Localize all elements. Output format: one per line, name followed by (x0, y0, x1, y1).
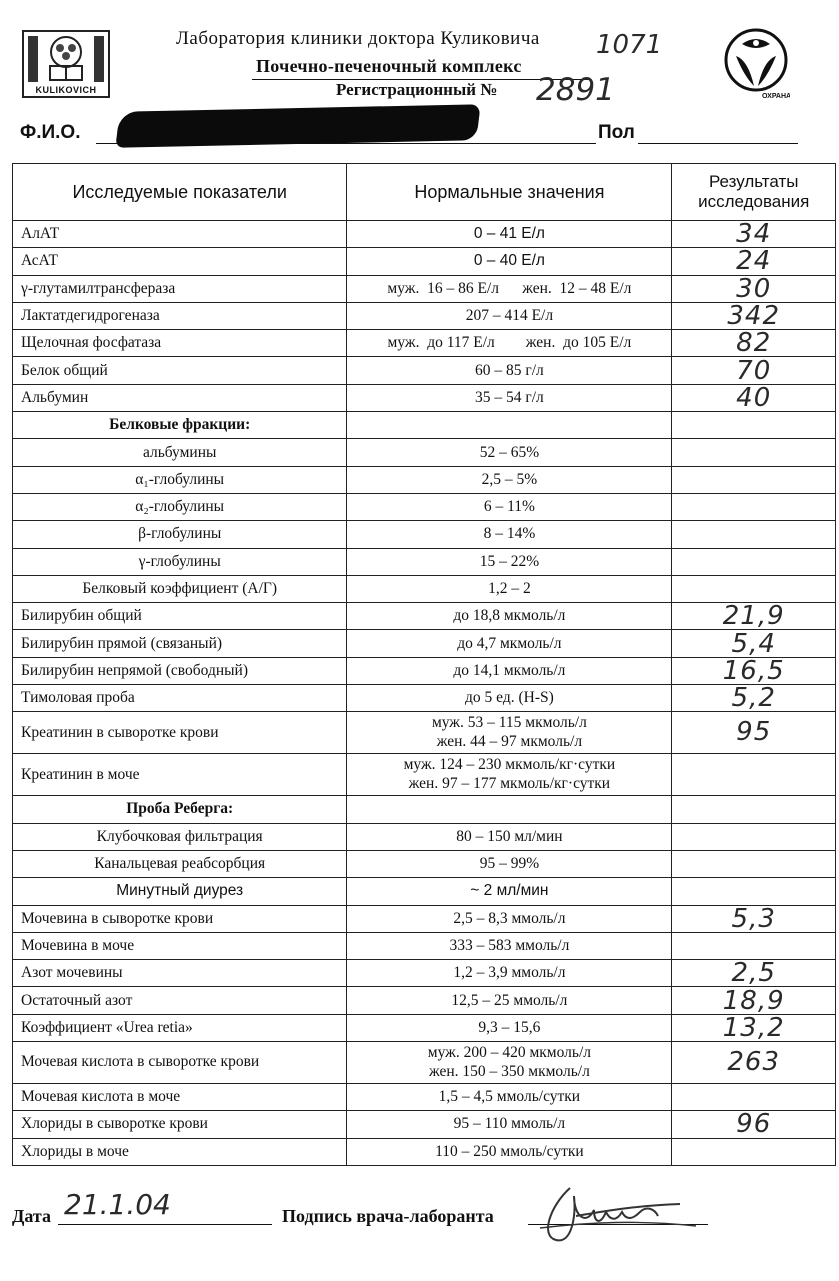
table-row: Минутный диурез ~ 2 мл/мин (13, 878, 836, 905)
result-value: 30 (672, 275, 836, 302)
date-field (58, 1224, 272, 1225)
table-row: Креатинин в моче муж. 124 – 230 мкмоль/кг·сутки жен. 97 – 177 мкмоль/кг·сутки (13, 754, 836, 796)
table-row: Альбумин 35 – 54 г/л 40 (13, 384, 836, 411)
tree-emblem-icon (24, 32, 108, 86)
table-row: Билирубин непрямой (свободный) до 14,1 мкмоль/л 16,5 (13, 657, 836, 684)
table-header (13, 164, 836, 221)
table-row: Билирубин прямой (связаный) до 4,7 мкмоль/л 5,4 (13, 630, 836, 657)
table-row: Канальцевая реабсорбция 95 – 99% (13, 850, 836, 877)
table-row: γ-глобулины 15 – 22% (13, 548, 836, 575)
table-row: Остаточный азот 12,5 – 25 ммоль/л 18,9 (13, 987, 836, 1014)
table-row: Белок общий 60 – 85 г/л 70 (13, 357, 836, 384)
result-value: 24 (672, 248, 836, 275)
result-value: 2,5 (672, 960, 836, 987)
registration-number: 2891 (536, 72, 615, 108)
table-row: Щелочная фосфатаза муж. до 117 Е/л жен. до 105 Е/л 82 (13, 330, 836, 357)
result-value: 70 (672, 357, 836, 384)
fio-label: Ф.И.О. (20, 122, 81, 143)
redaction-blot (115, 104, 480, 148)
result-value: 95 (672, 712, 836, 754)
logo-text: KULIKOVICH (35, 85, 97, 95)
result-value: 16,5 (672, 657, 836, 684)
table-row: Билирубин общий до 18,8 мкмоль/л 21,9 (13, 603, 836, 630)
sex-label: Пол (598, 122, 635, 143)
table-row: Хлориды в сыворотке крови 95 – 110 ммоль/л 96 (13, 1111, 836, 1138)
section-row: Белковые фракции: (13, 412, 836, 439)
result-value: 21,9 (672, 603, 836, 630)
table-row: Мочевина в сыворотке крови 2,5 – 8,3 ммоль/л 5,3 (13, 905, 836, 932)
result-value: 18,9 (672, 987, 836, 1014)
table-row: Коэффициент «Urea retia» 9,3 – 15,6 13,2 (13, 1014, 836, 1041)
result-value: 263 (672, 1042, 836, 1084)
col-result-header: Результаты исследования (672, 164, 836, 221)
table-row: Мочевая кислота в сыворотке крови муж. 200 – 420 мкмоль/л жен. 150 – 350 мкмоль/л 263 (13, 1042, 836, 1084)
registration-label: Регистрационный № (336, 80, 498, 99)
sex-field (638, 143, 798, 144)
table-row: Тимоловая проба до 5 ед. (H-S) 5,2 (13, 685, 836, 712)
table-row: Креатинин в сыворотке крови муж. 53 – 115 мкмоль/л жен. 44 – 97 мкмоль/л 95 (13, 712, 836, 754)
col-param-header: Исследуемые показатели (13, 164, 347, 221)
result-value: 96 (672, 1111, 836, 1138)
handwritten-corner-note: 1071 (596, 30, 663, 60)
result-value: 82 (672, 330, 836, 357)
result-value: 5,3 (672, 905, 836, 932)
lab-title: Лаборатория клиники доктора Куликовича (176, 28, 540, 49)
table-row: Лактатдегидрогеназа 207 – 414 Е/л 342 (13, 302, 836, 329)
clinic-logo (22, 30, 110, 98)
table-row: Мочевая кислота в моче 1,5 – 4,5 ммоль/сутки (13, 1084, 836, 1111)
table-row: Хлориды в моче 110 – 250 ммоль/сутки (13, 1138, 836, 1165)
table-row: β-глобулины 8 – 14% (13, 521, 836, 548)
result-value: 5,2 (672, 685, 836, 712)
eye-emblem-icon (722, 26, 790, 100)
table-row: альбумины 52 – 65% (13, 439, 836, 466)
table-row: Азот мочевины 1,2 – 3,9 ммоль/л 2,5 (13, 960, 836, 987)
signature-label: Подпись врача-лаборанта (282, 1206, 494, 1226)
table-row: α₁-глобулины 2,5 – 5% (13, 466, 836, 493)
result-value: 13,2 (672, 1014, 836, 1041)
result-value: 5,4 (672, 630, 836, 657)
table-row: Клубочковая фильтрация 80 – 150 мл/мин (13, 823, 836, 850)
table-row: γ-глутамилтрансфераза муж. 16 – 86 Е/л жен. 12 – 48 Е/л 30 (13, 275, 836, 302)
table-row: Белковый коэффициент (А/Г) 1,2 – 2 (13, 575, 836, 602)
results-table (12, 163, 836, 1166)
logo-right-text: ОХРАНА (762, 93, 790, 100)
table-row: Мочевина в моче 333 – 583 ммоль/л (13, 932, 836, 959)
result-value: 40 (672, 384, 836, 411)
handwritten-signature (530, 1176, 700, 1256)
date-label: Дата (12, 1206, 51, 1226)
protection-logo (722, 26, 790, 100)
complex-title: Почечно-печеночный комплекс (256, 56, 522, 76)
section-row: Проба Реберга: (13, 796, 836, 823)
table-row: АлАТ 0 – 41 Е/л 34 (13, 221, 836, 248)
table-row: АсАТ 0 – 40 Е/л 24 (13, 248, 836, 275)
result-value: 34 (672, 221, 836, 248)
date-value: 21.1.04 (64, 1188, 171, 1221)
col-norm-header: Нормальные значения (347, 164, 672, 221)
result-value: 342 (672, 302, 836, 329)
table-row: α₂-глобулины 6 – 11% (13, 493, 836, 520)
